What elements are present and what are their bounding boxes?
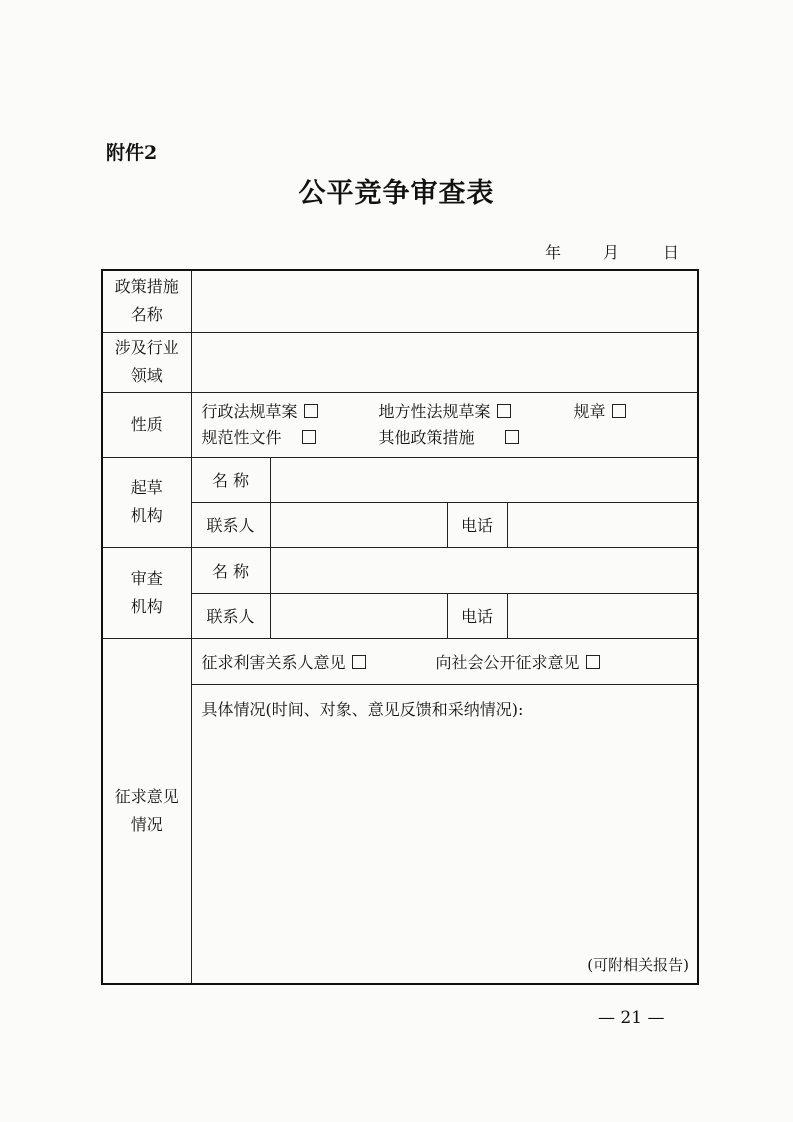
review-name-label: 名 称 bbox=[191, 547, 270, 593]
drafting-org-label-line2: 机构 bbox=[130, 506, 163, 525]
nature-option-label: 规范性文件 bbox=[201, 427, 282, 447]
industry-label-line1: 涉及行业 bbox=[114, 338, 179, 357]
row-consult-detail bbox=[102, 684, 698, 984]
review-org-label-line2: 机构 bbox=[130, 596, 163, 616]
nature-option-rules[interactable] bbox=[574, 399, 626, 425]
drafting-name-field[interactable] bbox=[270, 457, 698, 502]
review-org-label-line1: 审查 bbox=[130, 568, 163, 588]
nature-option-admin-regulation[interactable] bbox=[202, 399, 379, 425]
checkbox[interactable] bbox=[505, 430, 519, 444]
policy-name-label bbox=[102, 270, 191, 332]
nature-option-other-policy[interactable] bbox=[379, 425, 519, 451]
page-title: 公平竞争审查表 bbox=[298, 178, 495, 209]
checkbox[interactable] bbox=[497, 404, 511, 418]
date-day-label: 日 bbox=[663, 243, 680, 262]
review-phone-field[interactable] bbox=[507, 593, 698, 638]
row-review-contact bbox=[102, 593, 698, 638]
consult-label bbox=[102, 638, 191, 984]
row-nature bbox=[102, 392, 698, 457]
consult-detail-field[interactable] bbox=[191, 684, 698, 984]
policy-name-label-line2: 名称 bbox=[130, 305, 163, 325]
industry-label bbox=[102, 332, 191, 392]
checkbox[interactable] bbox=[302, 430, 316, 444]
page-number: — 21 — bbox=[598, 1008, 665, 1028]
row-review-name bbox=[102, 547, 698, 593]
drafting-org-label-line1: 起草 bbox=[130, 478, 163, 497]
drafting-contact-field[interactable] bbox=[270, 502, 447, 547]
nature-option-label: 地方性法规草案 bbox=[378, 401, 491, 421]
consult-option-label: 征求利害关系人意见 bbox=[201, 652, 346, 672]
drafting-phone-label: 电话 bbox=[447, 502, 507, 547]
nature-option-normative-doc[interactable] bbox=[202, 425, 379, 451]
review-phone-label: 电话 bbox=[447, 593, 507, 638]
date-month-label: 月 bbox=[603, 243, 620, 262]
nature-option-label: 行政法规草案 bbox=[201, 401, 298, 421]
review-name-field[interactable] bbox=[270, 547, 698, 593]
consult-options bbox=[191, 638, 698, 684]
checkbox[interactable] bbox=[352, 655, 366, 669]
review-form-table bbox=[101, 269, 699, 985]
nature-option-local-regulation[interactable] bbox=[379, 399, 574, 425]
review-contact-field[interactable] bbox=[270, 593, 447, 638]
nature-label: 性质 bbox=[102, 392, 191, 457]
checkbox[interactable] bbox=[586, 655, 600, 669]
row-consult-options bbox=[102, 638, 698, 684]
drafting-org-label bbox=[102, 457, 191, 547]
consult-option-stakeholders[interactable] bbox=[202, 650, 436, 673]
consult-detail-label: 具体情况(时间、对象、意见反馈和采纳情况): bbox=[201, 699, 524, 719]
consult-detail-note: (可附相关报告) bbox=[587, 956, 689, 974]
nature-options bbox=[191, 392, 698, 457]
policy-name-field[interactable] bbox=[191, 270, 698, 332]
industry-field[interactable] bbox=[191, 332, 698, 392]
attachment-label: 附件2 bbox=[106, 142, 158, 164]
drafting-contact-label: 联系人 bbox=[191, 502, 270, 547]
consult-label-line1: 征求意见 bbox=[114, 786, 179, 806]
drafting-name-label: 名 称 bbox=[191, 457, 270, 502]
consult-option-label: 向社会公开征求意见 bbox=[435, 652, 580, 672]
drafting-phone-field[interactable] bbox=[507, 502, 698, 547]
row-industry bbox=[102, 332, 698, 392]
nature-option-label: 其他政策措施 bbox=[378, 427, 475, 447]
review-org-label bbox=[102, 547, 191, 638]
consult-label-line2: 情况 bbox=[130, 814, 163, 834]
row-drafting-contact bbox=[102, 502, 698, 547]
policy-name-label-line1: 政策措施 bbox=[114, 277, 179, 297]
industry-label-line2: 领域 bbox=[130, 366, 163, 385]
checkbox[interactable] bbox=[304, 404, 318, 418]
row-drafting-name bbox=[102, 457, 698, 502]
consult-option-public[interactable] bbox=[436, 653, 600, 672]
row-policy-name bbox=[102, 270, 698, 332]
date-year-label: 年 bbox=[545, 243, 562, 262]
checkbox[interactable] bbox=[612, 404, 626, 418]
review-contact-label: 联系人 bbox=[191, 593, 270, 638]
nature-option-label: 规章 bbox=[573, 401, 606, 421]
